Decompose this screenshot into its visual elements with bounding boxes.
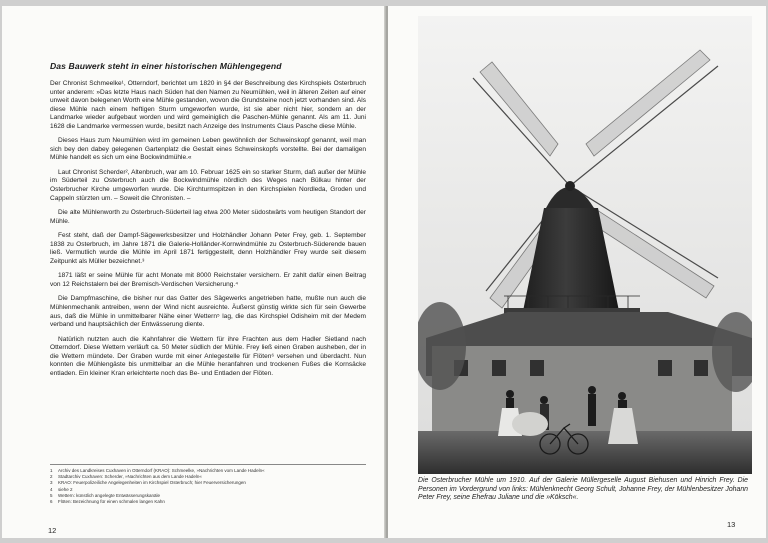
footnotes: [50, 464, 366, 505]
footnote-number: 6: [50, 499, 53, 505]
footnote-text: Stadtarchiv Cuxhaven: Scherder, »Nachrichten aus dem Lande Hadeln«: [58, 474, 202, 480]
left-page: [2, 6, 386, 538]
page-number-left: 12: [48, 526, 57, 535]
footnote-text: KRAO: Feuerpolizeiliche Angelegenheiten im Kirchspiel Osterbruch; hier Feuerversicherungen: [58, 480, 246, 486]
paragraph-7: Die Dampfmaschine, die bisher nur das Gatter des Sägewerks angetrieben hatte, mußte nun auch die Mühlenmechanik antreiben, wenn der Wind nicht ausreichte. Äußerst günstig wirkte sich für sein Gewerbe aus, daß die Mühle in unmittelbarer Nähe einer Wettern⁵ lag, die das Kirchspiel Odisheim mit der Medem verband und hauptsächlich der Entwässerung diente.: [50, 295, 366, 329]
grain-sacks: [512, 412, 548, 436]
footnote-text: Wettern: künstlich angelegte Entwässerungskanäle: [58, 492, 160, 498]
footnote-number: 3: [50, 480, 53, 486]
page-number-right: 13: [727, 520, 736, 529]
footnote-number: 4: [50, 486, 53, 492]
footnote: [50, 499, 366, 505]
windmill-photo: [418, 16, 752, 474]
footnote-text: siehe 2: [58, 486, 73, 492]
right-page: [388, 6, 766, 538]
paragraph-2: Dieses Haus zum Neumühlen wird im gemeinen Leben gewöhnlich der Schweinskopf genannt, weil man sich bey den dabey gelegenen Gartenplatz die Gestalt eines Schweinskopfs vorstellte. Bei der damaligen Mühle handelt es sich um eine Bockwindmühle.«: [50, 137, 366, 162]
footnote-text: Archiv des Landkreises Cuxhaven in Otterndorf (KRAO): Schmeelke, »Nachrichten vom Lande Hadeln«: [58, 468, 265, 473]
photo-caption: Die Osterbrucher Mühle um 1910. Auf der Galerie Müllergeselle August Biehusen und Hinrich Frey. Die Personen im Vordergrund von links: Mühlenknecht Georg Schult, Johanne Frey, der Mühlenbesitzer Johann Peter Frey, seine Ehefrau Juliane und die »Köksch«.: [418, 477, 748, 502]
paragraph-5: Fest steht, daß der Dampf-Sägewerksbesitzer und Holzhändler Johann Peter Frey, geb. 1. September 1838 zu Osterbruch, im Jahre 1871 die Galerie-Holländer-Kornwindmühle zu Osterbruch-Süderende bauen ließ. Vermutlich wurde die Mühle im April 1871 fertiggestellt, denn Holzhändler Frey wurde seit diesem Zeitpunkt als Müller bezeichnet.³: [50, 232, 366, 265]
footnote-number: 1: [50, 468, 53, 473]
windmill-hub: [565, 181, 575, 191]
paragraph-4: Die alte Mühlenworth zu Osterbruch-Süderteil lag etwa 200 Meter südostwärts vom heutigen Standort der Mühle.: [50, 209, 366, 225]
mill-building: [432, 346, 732, 436]
article-body: [50, 61, 366, 384]
paragraph-6: 1871 läßt er seine Mühle für acht Monate mit 8000 Reichstaler versichern. Er zahlt dafür einen Beitrag von 12 Reichstalern bei der Bremisch-Verdischen Versicherung.⁴: [50, 272, 366, 288]
paragraph-3: Laut Chronist Scherder², Altenbruch, war am 10. Februar 1625 ein so starker Sturm, daß außer der Mühle im Süderteil zu Osterbruch auch die Bockwindmühle nördlich des Weges nach Bülkau hinter der Osterbrucher Kirche umgeworfen wurde. Die Kirchturmspitzen in den Kirchspielen Nordleda, Groden und Cappeln stürzten um. – Soweit die Chronisten. –: [50, 168, 366, 202]
footnote-text: Flöten: Bezeichnung für einen schmalen langen Kahn: [58, 499, 165, 505]
footnote-number: 5: [50, 492, 53, 498]
section-heading: Das Bauwerk steht in einer historischen Mühlengegend: [50, 61, 282, 71]
paragraph-1: Der Chronist Schmeelke¹, Otterndorf, berichtet um 1820 in §4 der Beschreibung des Kirchspiels Osterbruch unter anderem: »Das letzte Haus nach Süden hat den Namen zu Neumühlen, weil in älteren Zeiten auf einer unweit davon belegenen Worth eine Mühle gestanden, wovon die Grundsteine noch jetzt vorhanden sind. Als diese Mühle nach einem heftigen Sturm umgeworfen wurde, ist sie aber nicht hier, sondern an der Landmarke wieder aufgebaut worden und wird gemeiniglich die Paschen-Mühle genannt. Als am 11. Juni 1628 die Landmarke vermessen wurde, besitzt nach Anzeige des Instruments Claus Pasche diese Mühle.: [50, 80, 366, 130]
paragraph-8: Natürlich nutzten auch die Kahnfahrer die Wettern für ihre Frachten aus dem Hadler Sietland nach Otterndorf. Diese Wettern verläuft ca. 50 Meter südlich der Mühle. Frey ließ einen Graben ausheben, der in die Wettern mündete. Der Graben wurde mit einer Anlegestelle für Flöten⁶ versehen und überdacht. Nun konnten die Mühlengäste bis unmittelbar an die Mühle heranfahren und trockenen Fußes die Kornsäcke entladen. Ein kleiner Kran erleichterte noch das Be- und Entladen der Flöten.: [50, 335, 366, 377]
footnote-number: 2: [50, 474, 53, 480]
